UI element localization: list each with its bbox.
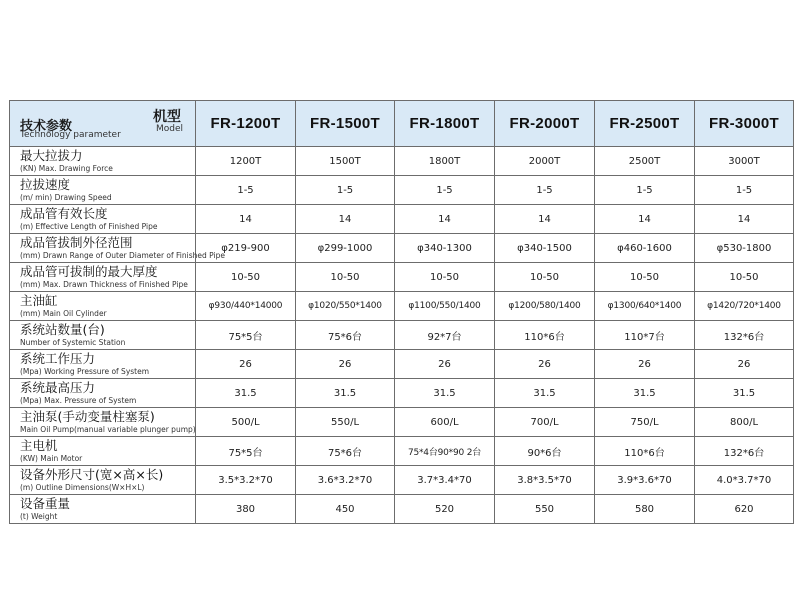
value-cell: 380 — [196, 495, 296, 524]
value-cell: 14 — [296, 205, 395, 234]
param-name-en: (mm) Drawn Range of Outer Diameter of Finished Pipe — [20, 250, 225, 260]
value-cell: 26 — [296, 350, 395, 379]
value-cell: φ460-1600 — [595, 234, 695, 263]
table-row — [10, 321, 794, 350]
value-cell: 26 — [595, 350, 695, 379]
model-column-header: FR-3000T — [695, 101, 794, 147]
value-cell: 3.9*3.6*70 — [595, 466, 695, 495]
value-cell: 26 — [495, 350, 595, 379]
header-row — [10, 101, 794, 147]
value-cell: φ1200/580/1400 — [495, 292, 595, 321]
value-cell: 75*5台 — [196, 437, 296, 466]
value-cell: φ1300/640*1400 — [595, 292, 695, 321]
model-column-header: FR-1200T — [196, 101, 296, 147]
value-cell: 1-5 — [495, 176, 595, 205]
value-cell: 31.5 — [395, 379, 495, 408]
model-column-header: FR-1500T — [296, 101, 395, 147]
param-name-en: (KN) Max. Drawing Force — [20, 163, 113, 173]
value-cell: 132*6台 — [695, 321, 794, 350]
model-header-cn: 机型 — [153, 109, 181, 125]
param-cell — [10, 495, 196, 524]
value-cell: 700/L — [495, 408, 595, 437]
param-name-en: (mm) Max. Drawn Thickness of Finished Pipe — [20, 279, 188, 289]
value-cell: 10-50 — [296, 263, 395, 292]
value-cell: 14 — [395, 205, 495, 234]
param-name-en: Number of Systemic Station — [20, 337, 126, 347]
value-cell: 500/L — [196, 408, 296, 437]
value-cell: 3000T — [695, 147, 794, 176]
value-cell: 10-50 — [196, 263, 296, 292]
param-header-en: Technology parameter — [20, 130, 121, 140]
value-cell: 620 — [695, 495, 794, 524]
table-row — [10, 263, 794, 292]
param-name-en: (Mpa) Working Pressure of System — [20, 366, 150, 376]
param-name-en: (mm) Main Oil Cylinder — [20, 308, 107, 318]
value-cell: 31.5 — [495, 379, 595, 408]
param-name-cn: 最大拉拔力 — [20, 148, 83, 163]
model-column-header: FR-1800T — [395, 101, 495, 147]
value-cell: 2500T — [595, 147, 695, 176]
param-cell — [10, 234, 225, 263]
value-cell: 10-50 — [595, 263, 695, 292]
value-cell: 90*6台 — [495, 437, 595, 466]
value-cell: 75*6台 — [296, 321, 395, 350]
param-header-cn: 技术参数 — [20, 119, 73, 134]
value-cell: 3.5*3.2*70 — [196, 466, 296, 495]
param-cell — [10, 379, 196, 408]
value-cell: 75*4台90*90 2台 — [395, 437, 495, 466]
value-cell: 14 — [495, 205, 595, 234]
param-name-cn: 主油泵(手动变量柱塞泵) — [20, 409, 155, 424]
value-cell: 1-5 — [296, 176, 395, 205]
value-cell: 580 — [595, 495, 695, 524]
value-cell: 1200T — [196, 147, 296, 176]
table-row — [10, 350, 794, 379]
param-name-cn: 拉拔速度 — [20, 177, 71, 192]
value-cell: 31.5 — [196, 379, 296, 408]
param-cell — [10, 292, 196, 321]
value-cell: 550 — [495, 495, 595, 524]
table-row — [10, 495, 794, 524]
param-name-en: (m/ min) Drawing Speed — [20, 192, 112, 202]
value-cell: 450 — [296, 495, 395, 524]
value-cell: 26 — [395, 350, 495, 379]
value-cell: 2000T — [495, 147, 595, 176]
value-cell: 1500T — [296, 147, 395, 176]
value-cell: φ340-1300 — [395, 234, 495, 263]
table-row — [10, 437, 794, 466]
value-cell: 4.0*3.7*70 — [695, 466, 794, 495]
value-cell: 110*6台 — [495, 321, 595, 350]
param-cell — [10, 147, 196, 176]
param-name-cn: 设备重量 — [20, 496, 71, 511]
param-name-en: (Mpa) Max. Pressure of System — [20, 395, 137, 405]
value-cell: 14 — [196, 205, 296, 234]
table-row — [10, 147, 794, 176]
param-name-en: (m) Outline Dimensions(W×H×L) — [20, 482, 145, 492]
param-name-en: (t) Weight — [20, 511, 58, 521]
param-cell — [10, 408, 196, 437]
value-cell: 1-5 — [595, 176, 695, 205]
spec-table-body — [10, 147, 794, 524]
param-name-en: Main Oil Pump(manual variable plunger pump) — [20, 424, 196, 434]
model-column-header: FR-2000T — [495, 101, 595, 147]
table-row — [10, 379, 794, 408]
param-name-cn: 主油缸 — [20, 293, 58, 308]
value-cell: 1-5 — [695, 176, 794, 205]
value-cell: 75*6台 — [296, 437, 395, 466]
value-cell: φ340-1500 — [495, 234, 595, 263]
value-cell: 31.5 — [595, 379, 695, 408]
param-name-cn: 系统站数量(台) — [20, 322, 105, 337]
value-cell: 14 — [595, 205, 695, 234]
param-cell — [10, 350, 196, 379]
value-cell: 110*6台 — [595, 437, 695, 466]
value-cell: φ1020/550*1400 — [296, 292, 395, 321]
value-cell: 750/L — [595, 408, 695, 437]
param-name-cn: 设备外形尺寸(宽×高×长) — [20, 467, 164, 482]
value-cell: 26 — [196, 350, 296, 379]
value-cell: 800/L — [695, 408, 794, 437]
value-cell: 1-5 — [395, 176, 495, 205]
model-column-header: FR-2500T — [595, 101, 695, 147]
value-cell: 14 — [695, 205, 794, 234]
param-name-cn: 成品管可拔制的最大厚度 — [20, 264, 158, 279]
param-cell — [10, 176, 196, 205]
value-cell: 92*7台 — [395, 321, 495, 350]
value-cell: 75*5台 — [196, 321, 296, 350]
param-cell — [10, 321, 196, 350]
param-cell — [10, 205, 196, 234]
value-cell: 10-50 — [695, 263, 794, 292]
param-cell — [10, 466, 196, 495]
param-name-cn: 成品管有效长度 — [20, 206, 108, 221]
value-cell: 600/L — [395, 408, 495, 437]
param-name-cn: 系统工作压力 — [20, 351, 96, 366]
value-cell: 1800T — [395, 147, 495, 176]
param-cell — [10, 263, 196, 292]
table-row — [10, 408, 794, 437]
value-cell: 26 — [695, 350, 794, 379]
param-name-cn: 系统最高压力 — [20, 380, 96, 395]
value-cell: 1-5 — [196, 176, 296, 205]
param-cell — [10, 437, 196, 466]
param-name-en: (m) Effective Length of Finished Pipe — [20, 221, 158, 231]
value-cell: 3.7*3.4*70 — [395, 466, 495, 495]
value-cell: φ219-900 — [196, 234, 296, 263]
table-row — [10, 205, 794, 234]
table-row — [10, 466, 794, 495]
value-cell: 3.6*3.2*70 — [296, 466, 395, 495]
value-cell: 550/L — [296, 408, 395, 437]
value-cell: 31.5 — [296, 379, 395, 408]
param-name-cn: 成品管拔制外径范围 — [20, 235, 133, 250]
param-name-cn: 主电机 — [20, 438, 58, 453]
value-cell: φ299-1000 — [296, 234, 395, 263]
table-row — [10, 234, 794, 263]
value-cell: 31.5 — [695, 379, 794, 408]
header-corner-cell — [10, 101, 196, 147]
value-cell: 520 — [395, 495, 495, 524]
table-row — [10, 292, 794, 321]
value-cell: 110*7台 — [595, 321, 695, 350]
value-cell: φ930/440*14000 — [196, 292, 296, 321]
table-row — [10, 176, 794, 205]
model-header-en: Model — [155, 124, 183, 134]
value-cell: 3.8*3.5*70 — [495, 466, 595, 495]
value-cell: 10-50 — [395, 263, 495, 292]
value-cell: 132*6台 — [695, 437, 794, 466]
param-name-en: (KW) Main Motor — [20, 453, 83, 463]
value-cell: φ530-1800 — [695, 234, 794, 263]
value-cell: φ1100/550/1400 — [395, 292, 495, 321]
spec-table — [9, 100, 794, 524]
value-cell: 10-50 — [495, 263, 595, 292]
value-cell: φ1420/720*1400 — [695, 292, 794, 321]
